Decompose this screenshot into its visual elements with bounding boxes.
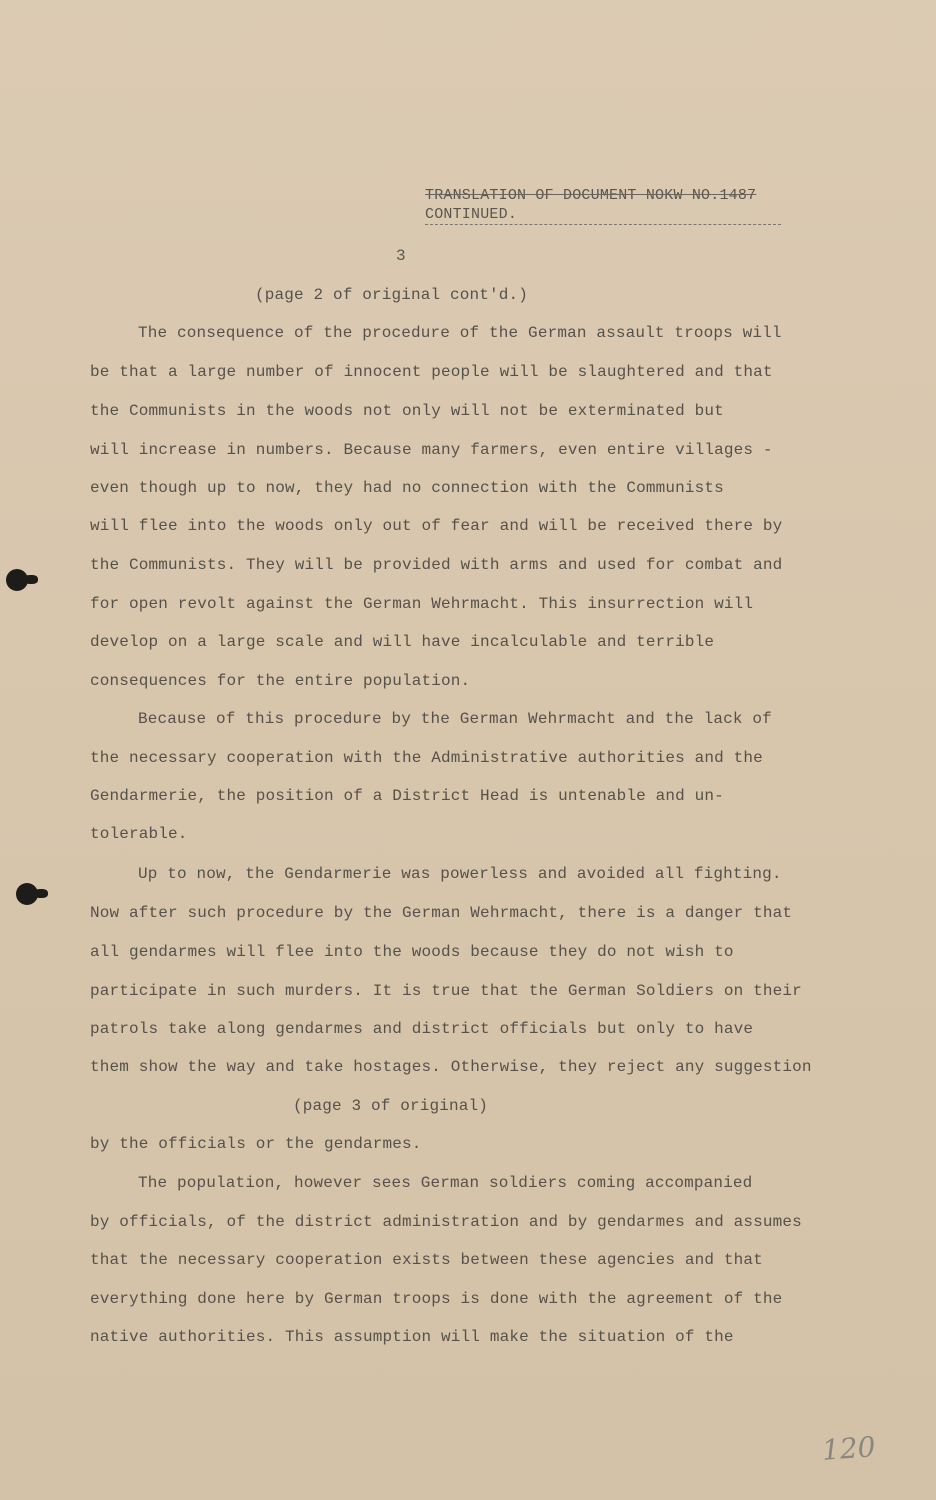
- text-line: everything done here by German troops is done with the agreement of the: [90, 1290, 783, 1308]
- text-line: by officials, of the district administration and by gendarmes and assumes: [90, 1213, 802, 1231]
- text-line: that the necessary cooperation exists between these agencies and that: [90, 1251, 763, 1269]
- text-line: the Communists. They will be provided with arms and used for combat and: [90, 556, 783, 574]
- punch-hole-icon: [16, 883, 38, 905]
- text-line: native authorities. This assumption will make the situation of the: [90, 1328, 734, 1346]
- text-line: consequences for the entire population.: [90, 672, 471, 690]
- text-line: develop on a large scale and will have incalculable and terrible: [90, 633, 715, 651]
- text-line: Because of this procedure by the German Wehrmacht and the lack of: [138, 710, 772, 728]
- document-header: [425, 186, 785, 225]
- text-line: tolerable.: [90, 825, 188, 843]
- punch-hole-icon: [6, 569, 28, 591]
- text-line: The consequence of the procedure of the German assault troops will: [138, 324, 782, 342]
- header-continued: CONTINUED.: [425, 205, 781, 225]
- text-line: Gendarmerie, the position of a District Head is untenable and un-: [90, 787, 724, 805]
- text-line: patrols take along gendarmes and district officials but only to have: [90, 1020, 754, 1038]
- text-line: even though up to now, they had no connection with the Communists: [90, 479, 724, 497]
- text-line: will flee into the woods only out of fear and will be received there by: [90, 517, 783, 535]
- text-line: participate in such murders. It is true that the German Soldiers on their: [90, 982, 802, 1000]
- text-line: all gendarmes will flee into the woods because they do not wish to: [90, 943, 734, 961]
- page-reference: (page 3 of original): [293, 1097, 489, 1115]
- folio-number: 120: [820, 1430, 877, 1467]
- text-line: the Communists in the woods not only will not be exterminated but: [90, 402, 724, 420]
- text-line: be that a large number of innocent people will be slaughtered and that: [90, 363, 773, 381]
- text-line: Now after such procedure by the German Wehrmacht, there is a danger that: [90, 904, 793, 922]
- page-number: 3: [396, 247, 406, 265]
- text-line: the necessary cooperation with the Administrative authorities and the: [90, 749, 763, 767]
- header-title: TRANSLATION OF DOCUMENT NOKW NO.1487: [425, 187, 757, 204]
- text-line: them show the way and take hostages. Otherwise, they reject any suggestion: [90, 1058, 812, 1076]
- text-line: will increase in numbers. Because many farmers, even entire villages -: [90, 441, 773, 459]
- page-reference: (page 2 of original cont'd.): [255, 286, 529, 304]
- text-line: by the officials or the gendarmes.: [90, 1135, 422, 1153]
- text-line: Up to now, the Gendarmerie was powerless and avoided all fighting.: [138, 865, 782, 883]
- text-line: The population, however sees German soldiers coming accompanied: [138, 1174, 753, 1192]
- text-line: for open revolt against the German Wehrmacht. This insurrection will: [90, 595, 754, 613]
